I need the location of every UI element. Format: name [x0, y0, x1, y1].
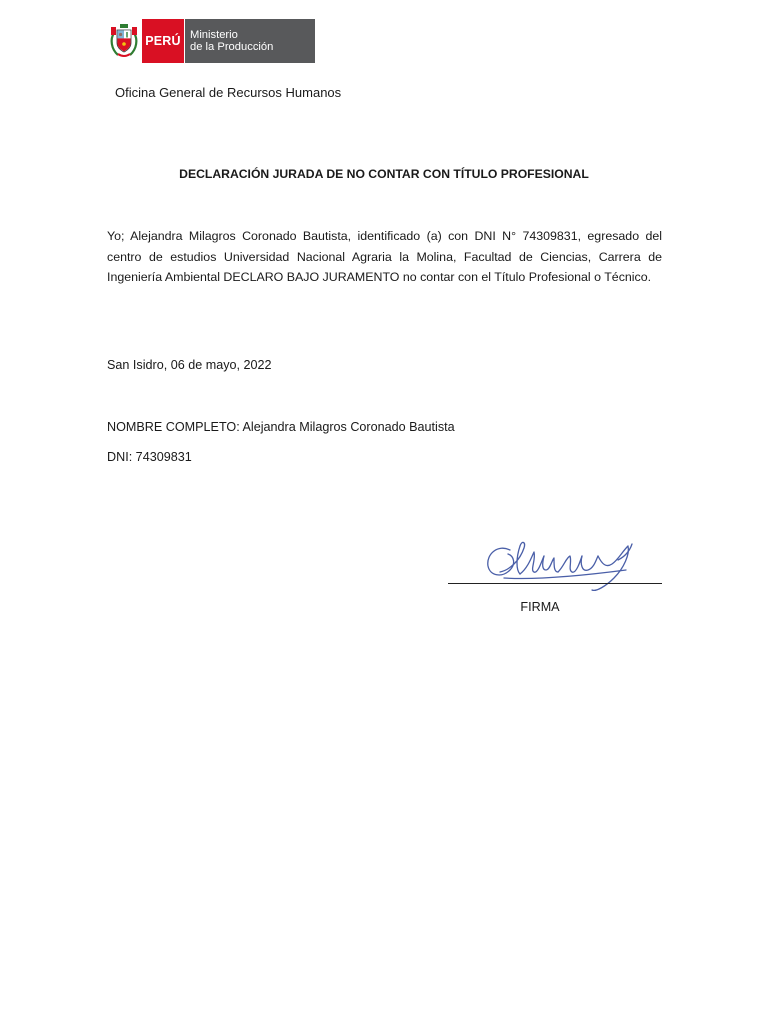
coat-of-arms-icon	[106, 19, 142, 63]
document-title: DECLARACIÓN JURADA DE NO CONTAR CON TÍTULO PROFESIONAL	[179, 167, 589, 181]
dni-line: DNI: 74309831	[107, 450, 192, 464]
handwritten-signature	[480, 530, 640, 596]
signature-label: FIRMA	[520, 600, 560, 614]
office-name: Oficina General de Recursos Humanos	[115, 85, 342, 100]
ministry-name	[184, 19, 315, 63]
ministry-name-line1: Ministerio	[190, 29, 238, 41]
ministry-logo	[106, 19, 315, 63]
peru-brand-label: PERÚ	[142, 19, 184, 63]
signature-line	[448, 583, 662, 584]
ministry-name-line2: de la Producción	[190, 41, 274, 53]
declaration-body: Yo; Alejandra Milagros Coronado Bautista, identificado (a) con DNI N° 74309831, egresado del centro de estudios Universidad Nacional Agraria la Molina, Facultad de Ciencias, Carrera de Ingeniería Ambiental DECLARO BAJO JURAMENTO no contar con el Título Profesional o Técnico.	[107, 229, 662, 284]
full-name-line: NOMBRE COMPLETO: Alejandra Milagros Coronado Bautista	[107, 420, 455, 434]
place-date: San Isidro, 06 de mayo, 2022	[107, 358, 272, 372]
